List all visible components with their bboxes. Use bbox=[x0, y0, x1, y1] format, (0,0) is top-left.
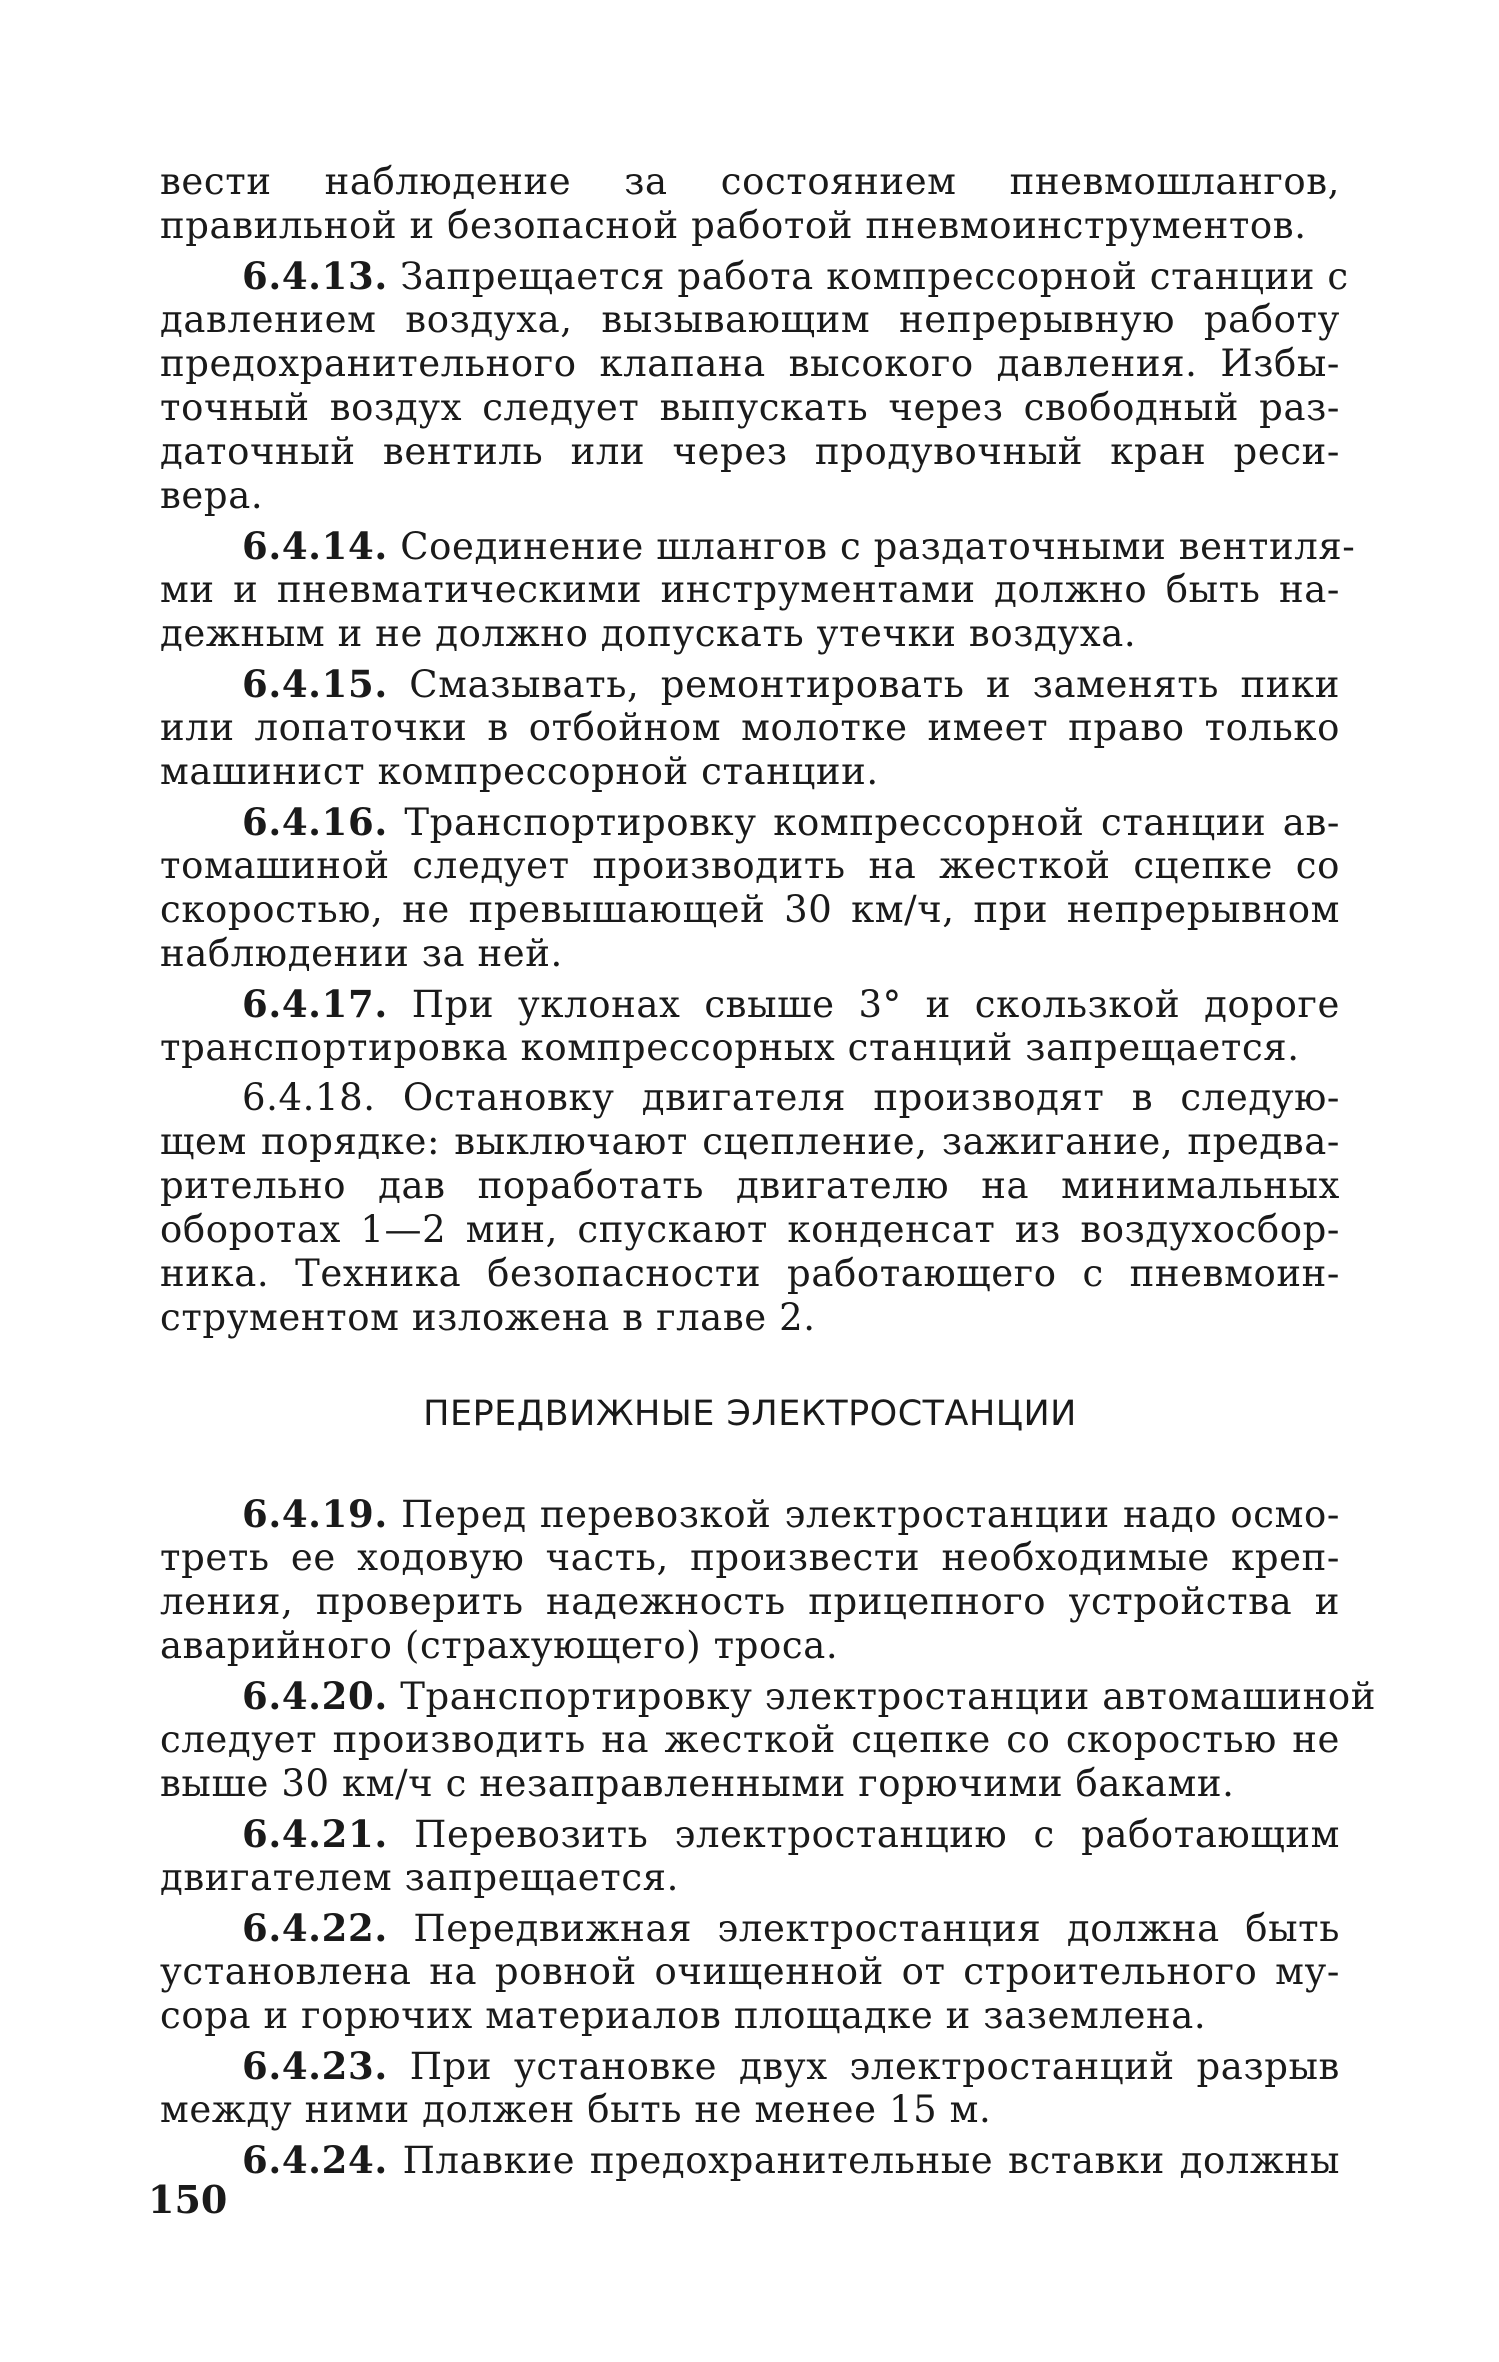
text-line: скоростью, не превышающей 30 км/ч, при непрерывном bbox=[160, 888, 1340, 931]
text-line: следует производить на жесткой сцепке со скоростью не bbox=[160, 1718, 1340, 1761]
paragraph-text: При уклонах свыше 3° и скользкой дороге bbox=[411, 983, 1340, 1026]
paragraph-6-4-18 bbox=[160, 1076, 1340, 1340]
paragraph-6-4-22 bbox=[160, 1906, 1340, 2038]
paragraph-6-4-23 bbox=[160, 2044, 1340, 2132]
paragraph-first-line bbox=[160, 982, 1340, 1026]
paragraph-first-line bbox=[160, 1906, 1340, 1950]
paragraph-6-4-13 bbox=[160, 254, 1349, 518]
paragraph-text: Транспортировку компрессорной станции ав- bbox=[404, 801, 1340, 844]
paragraph-text: Соединение шлангов с раздаточными вентиля- bbox=[400, 525, 1356, 568]
text-line: правильной и безопасной работой пневмоинструментов. bbox=[160, 204, 1307, 247]
paragraph-6-4-17 bbox=[160, 982, 1340, 1070]
paragraph-first-line bbox=[160, 2138, 1340, 2182]
text-line: сора и горючих материалов площадке и заземлена. bbox=[160, 1994, 1207, 2037]
paragraph-text: Перед перевозкой электростанции надо осмо- bbox=[401, 1493, 1340, 1536]
paragraph-6-4-16 bbox=[160, 800, 1340, 976]
text-line: томашиной следует производить на жесткой сцепке со bbox=[160, 844, 1340, 887]
page-number: 150 bbox=[148, 2177, 228, 2222]
text-line: выше 30 км/ч с незаправленными горючими баками. bbox=[160, 1762, 1235, 1805]
text-line: ми и пневматическими инструментами должно быть на- bbox=[160, 568, 1340, 611]
text-line: даточный вентиль или через продувочный кран реси- bbox=[160, 430, 1340, 473]
paragraph-number: 6.4.24. bbox=[242, 2138, 388, 2182]
paragraph-number: 6.4.21. bbox=[242, 1812, 388, 1856]
paragraph-number: 6.4.17. bbox=[242, 982, 388, 1026]
text-line: давлением воздуха, вызывающим непрерывную работу bbox=[160, 298, 1340, 341]
paragraph-text: Смазывать, ремонтировать и заменять пики bbox=[409, 663, 1340, 706]
text-line: наблюдении за ней. bbox=[160, 932, 563, 975]
text-line: транспортировка компрессорных станций запрещается. bbox=[160, 1026, 1300, 1069]
paragraph-number: 6.4.16. bbox=[242, 800, 388, 844]
paragraph-first-line bbox=[160, 1076, 1340, 1120]
text-line: оборотах 1—2 мин, спускают конденсат из воздухосбор- bbox=[160, 1208, 1340, 1251]
text-line: ления, проверить надежность прицепного устройства и bbox=[160, 1580, 1340, 1623]
section-heading: ПЕРЕДВИЖНЫЕ ЭЛЕКТРОСТАНЦИИ bbox=[423, 1394, 1077, 1434]
text-line: или лопаточки в отбойном молотке имеет право только bbox=[160, 706, 1340, 749]
paragraph-text: Перевозить электростанцию с работающим bbox=[414, 1813, 1340, 1856]
text-line: струментом изложена в главе 2. bbox=[160, 1296, 816, 1339]
paragraph-number: 6.4.18. bbox=[242, 1076, 376, 1119]
paragraph-text: Остановку двигателя производят в следую- bbox=[402, 1076, 1340, 1119]
paragraph-first-line bbox=[160, 524, 1356, 568]
text-line: установлена на ровной очищенной от строительного му- bbox=[160, 1950, 1340, 1993]
paragraph-number: 6.4.20. bbox=[242, 1674, 388, 1718]
text-line: вести наблюдение за состоянием пневмошлангов, bbox=[160, 160, 1340, 203]
text-line: рительно дав поработать двигателю на минимальных bbox=[160, 1164, 1340, 1207]
text-line: вера. bbox=[160, 474, 264, 517]
paragraph-6-4-21 bbox=[160, 1812, 1340, 1900]
paragraph-first-line bbox=[160, 800, 1340, 844]
paragraph-text: Транспортировку электростанции автомашиной bbox=[400, 1675, 1377, 1718]
paragraph-text: При установке двух электростанций разрыв bbox=[409, 2045, 1340, 2088]
text-line: аварийного (страхующего) троса. bbox=[160, 1624, 839, 1667]
text-line: между ними должен быть не менее 15 м. bbox=[160, 2088, 992, 2131]
text-line: треть ее ходовую часть, произвести необходимые креп- bbox=[160, 1536, 1340, 1579]
paragraph-number: 6.4.19. bbox=[242, 1492, 388, 1536]
paragraph-6-4-15 bbox=[160, 662, 1340, 794]
text-line: ника. Техника безопасности работающего с пневмоин- bbox=[160, 1252, 1340, 1295]
paragraph-first-line bbox=[160, 1492, 1340, 1536]
paragraph-first-line bbox=[160, 1812, 1340, 1856]
paragraph-number: 6.4.22. bbox=[242, 1906, 388, 1950]
intro-paragraph bbox=[160, 160, 1340, 248]
paragraph-6-4-19 bbox=[160, 1492, 1340, 1668]
paragraph-first-line bbox=[160, 2044, 1340, 2088]
text-line: двигателем запрещается. bbox=[160, 1856, 679, 1899]
paragraph-number: 6.4.14. bbox=[242, 524, 388, 568]
paragraph-first-line bbox=[160, 662, 1340, 706]
text-line: дежным и не должно допускать утечки воздуха. bbox=[160, 612, 1137, 655]
paragraph-6-4-20 bbox=[160, 1674, 1377, 1806]
text-line: машинист компрессорной станции. bbox=[160, 750, 879, 793]
paragraph-text: Передвижная электростанция должна быть bbox=[413, 1907, 1340, 1950]
text-line: точный воздух следует выпускать через свободный раз- bbox=[160, 386, 1340, 429]
paragraph-first-line bbox=[160, 254, 1349, 298]
paragraph-number: 6.4.23. bbox=[242, 2044, 388, 2088]
paragraph-text: Запрещается работа компрессорной станции с bbox=[400, 255, 1349, 298]
paragraph-6-4-24 bbox=[160, 2138, 1340, 2182]
paragraph-first-line bbox=[160, 1674, 1377, 1718]
paragraph-number: 6.4.13. bbox=[242, 254, 388, 298]
page-body bbox=[160, 160, 1377, 2188]
text-line: щем порядке: выключают сцепление, зажигание, предва- bbox=[160, 1120, 1340, 1163]
paragraph-6-4-14 bbox=[160, 524, 1356, 656]
paragraph-number: 6.4.15. bbox=[242, 662, 388, 706]
paragraph-text: Плавкие предохранительные вставки должны bbox=[402, 2139, 1340, 2182]
text-line: предохранительного клапана высокого давления. Избы- bbox=[160, 342, 1340, 385]
